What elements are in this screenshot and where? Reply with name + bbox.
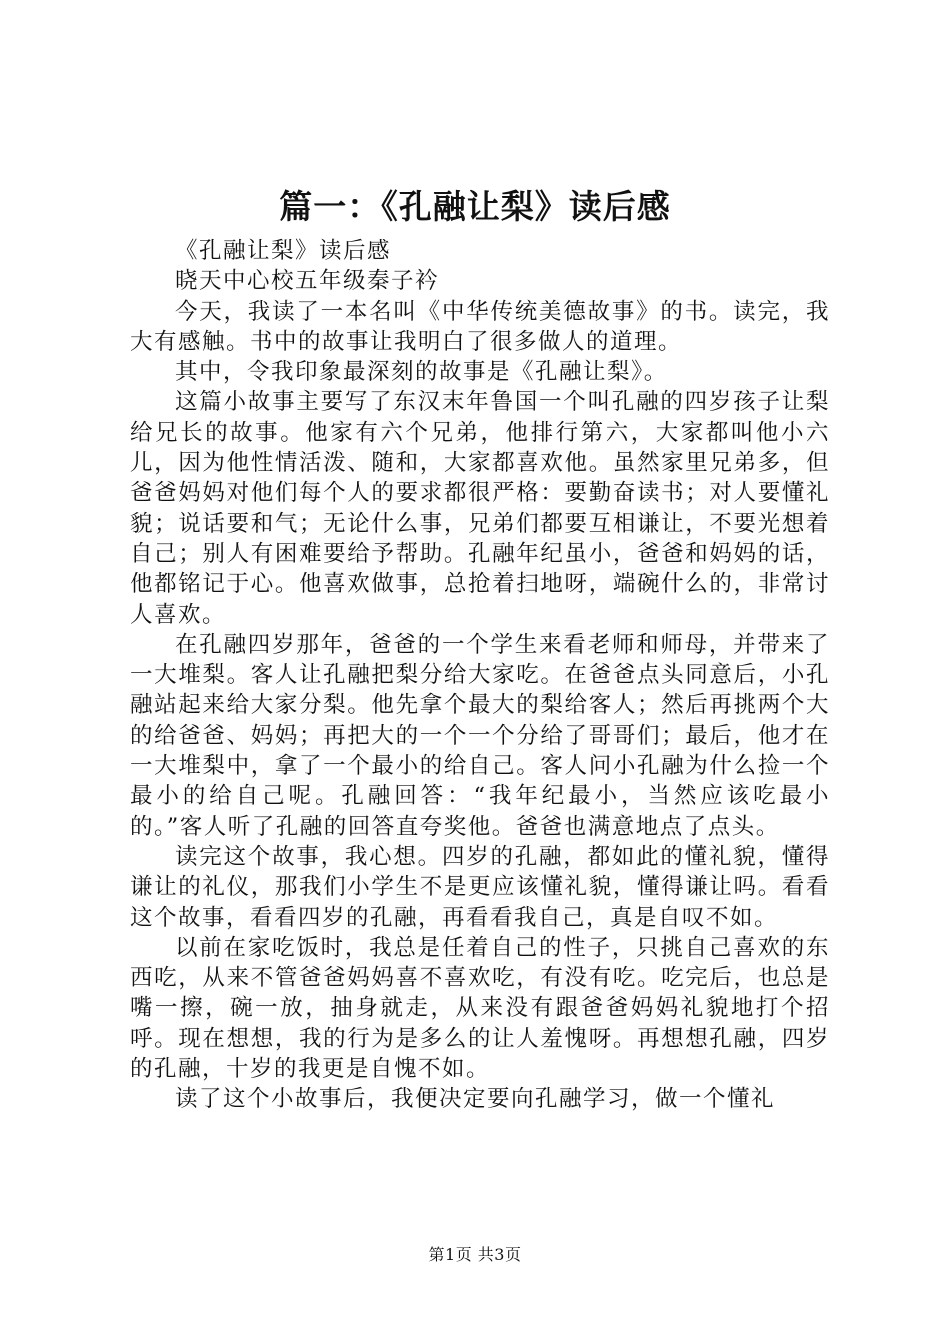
paragraph: 其中，令我印象最深刻的故事是《孔融让梨》。 bbox=[175, 359, 668, 386]
paragraph: 以前在家吃饭时，我总是任着自己的性子，只挑自己喜欢的东西吃，从来不管爸爸妈妈喜不喜欢吃，有没有吃。吃完后，也总是嘴一擦，碗一放，抽身就走，从来没有跟爸爸妈妈礼貌地打个招呼。现在想想，我的行为是多么的让人羞愧呀。再想想孔融，四岁的孔融，十岁的我更是自愧不如。 bbox=[130, 934, 830, 1083]
paragraph: 读完这个故事，我心想。四岁的孔融，都如此的懂礼貌，懂得谦让的礼仪，那我们小学生不是更应该懂礼貌，懂得谦让吗。看看这个故事，看看四岁的孔融，再看看我自己，真是自叹不如。 bbox=[130, 843, 830, 931]
paragraph: 今天，我读了一本名叫《中华传统美德故事》的书。读完，我大有感触。书中的故事让我明白了很多做人的道理。 bbox=[130, 298, 830, 355]
paragraph-author: 晓天中心校五年级秦子衿 bbox=[175, 268, 440, 295]
paragraph: 在孔融四岁那年，爸爸的一个学生来看老师和师母，并带来了一大堆梨。客人让孔融把梨分给大家吃。在爸爸点头同意后，小孔融站起来给大家分梨。他先拿个最大的梨给客人；然后再挑两个大的给爸爸、妈妈；再把大的一个一个分给了哥哥们；最后，他才在一大堆梨中，拿了一个最小的给自己。客人问小孔融为什么捡一个最小的给自己呢。孔融回答：“我年纪最小，当然应该吃最小的。”客人听了孔融的回答直夸奖他。爸爸也满意地点了点头。 bbox=[130, 631, 830, 840]
paragraph: 读了这个小故事后，我便决定要向孔融学习，做一个懂礼 bbox=[175, 1086, 776, 1113]
page-footer: 第1页 共3页 bbox=[428, 1245, 522, 1264]
document-title: 篇一：《孔融让梨》读后感 bbox=[279, 187, 671, 226]
paragraph: 这篇小故事主要写了东汉末年鲁国一个叫孔融的四岁孩子让梨给兄长的故事。他家有六个兄弟，他排行第六，大家都叫他小六儿，因为他性情活泼、随和，大家都喜欢他。虽然家里兄弟多，但爸爸妈妈对他们每个人的要求都很严格：要勤奋读书；对人要懂礼貌；说话要和气；无论什么事，兄弟们都要互相谦让，不要光想着自己；别人有困难要给予帮助。孔融年纪虽小，爸爸和妈妈的话，他都铭记于心。他喜欢做事，总抢着扫地呀，端碗什么的，非常讨人喜欢。 bbox=[130, 389, 830, 628]
paragraph-essay-title: 《孔融让梨》读后感 bbox=[175, 238, 392, 264]
document-body bbox=[130, 236, 830, 1115]
